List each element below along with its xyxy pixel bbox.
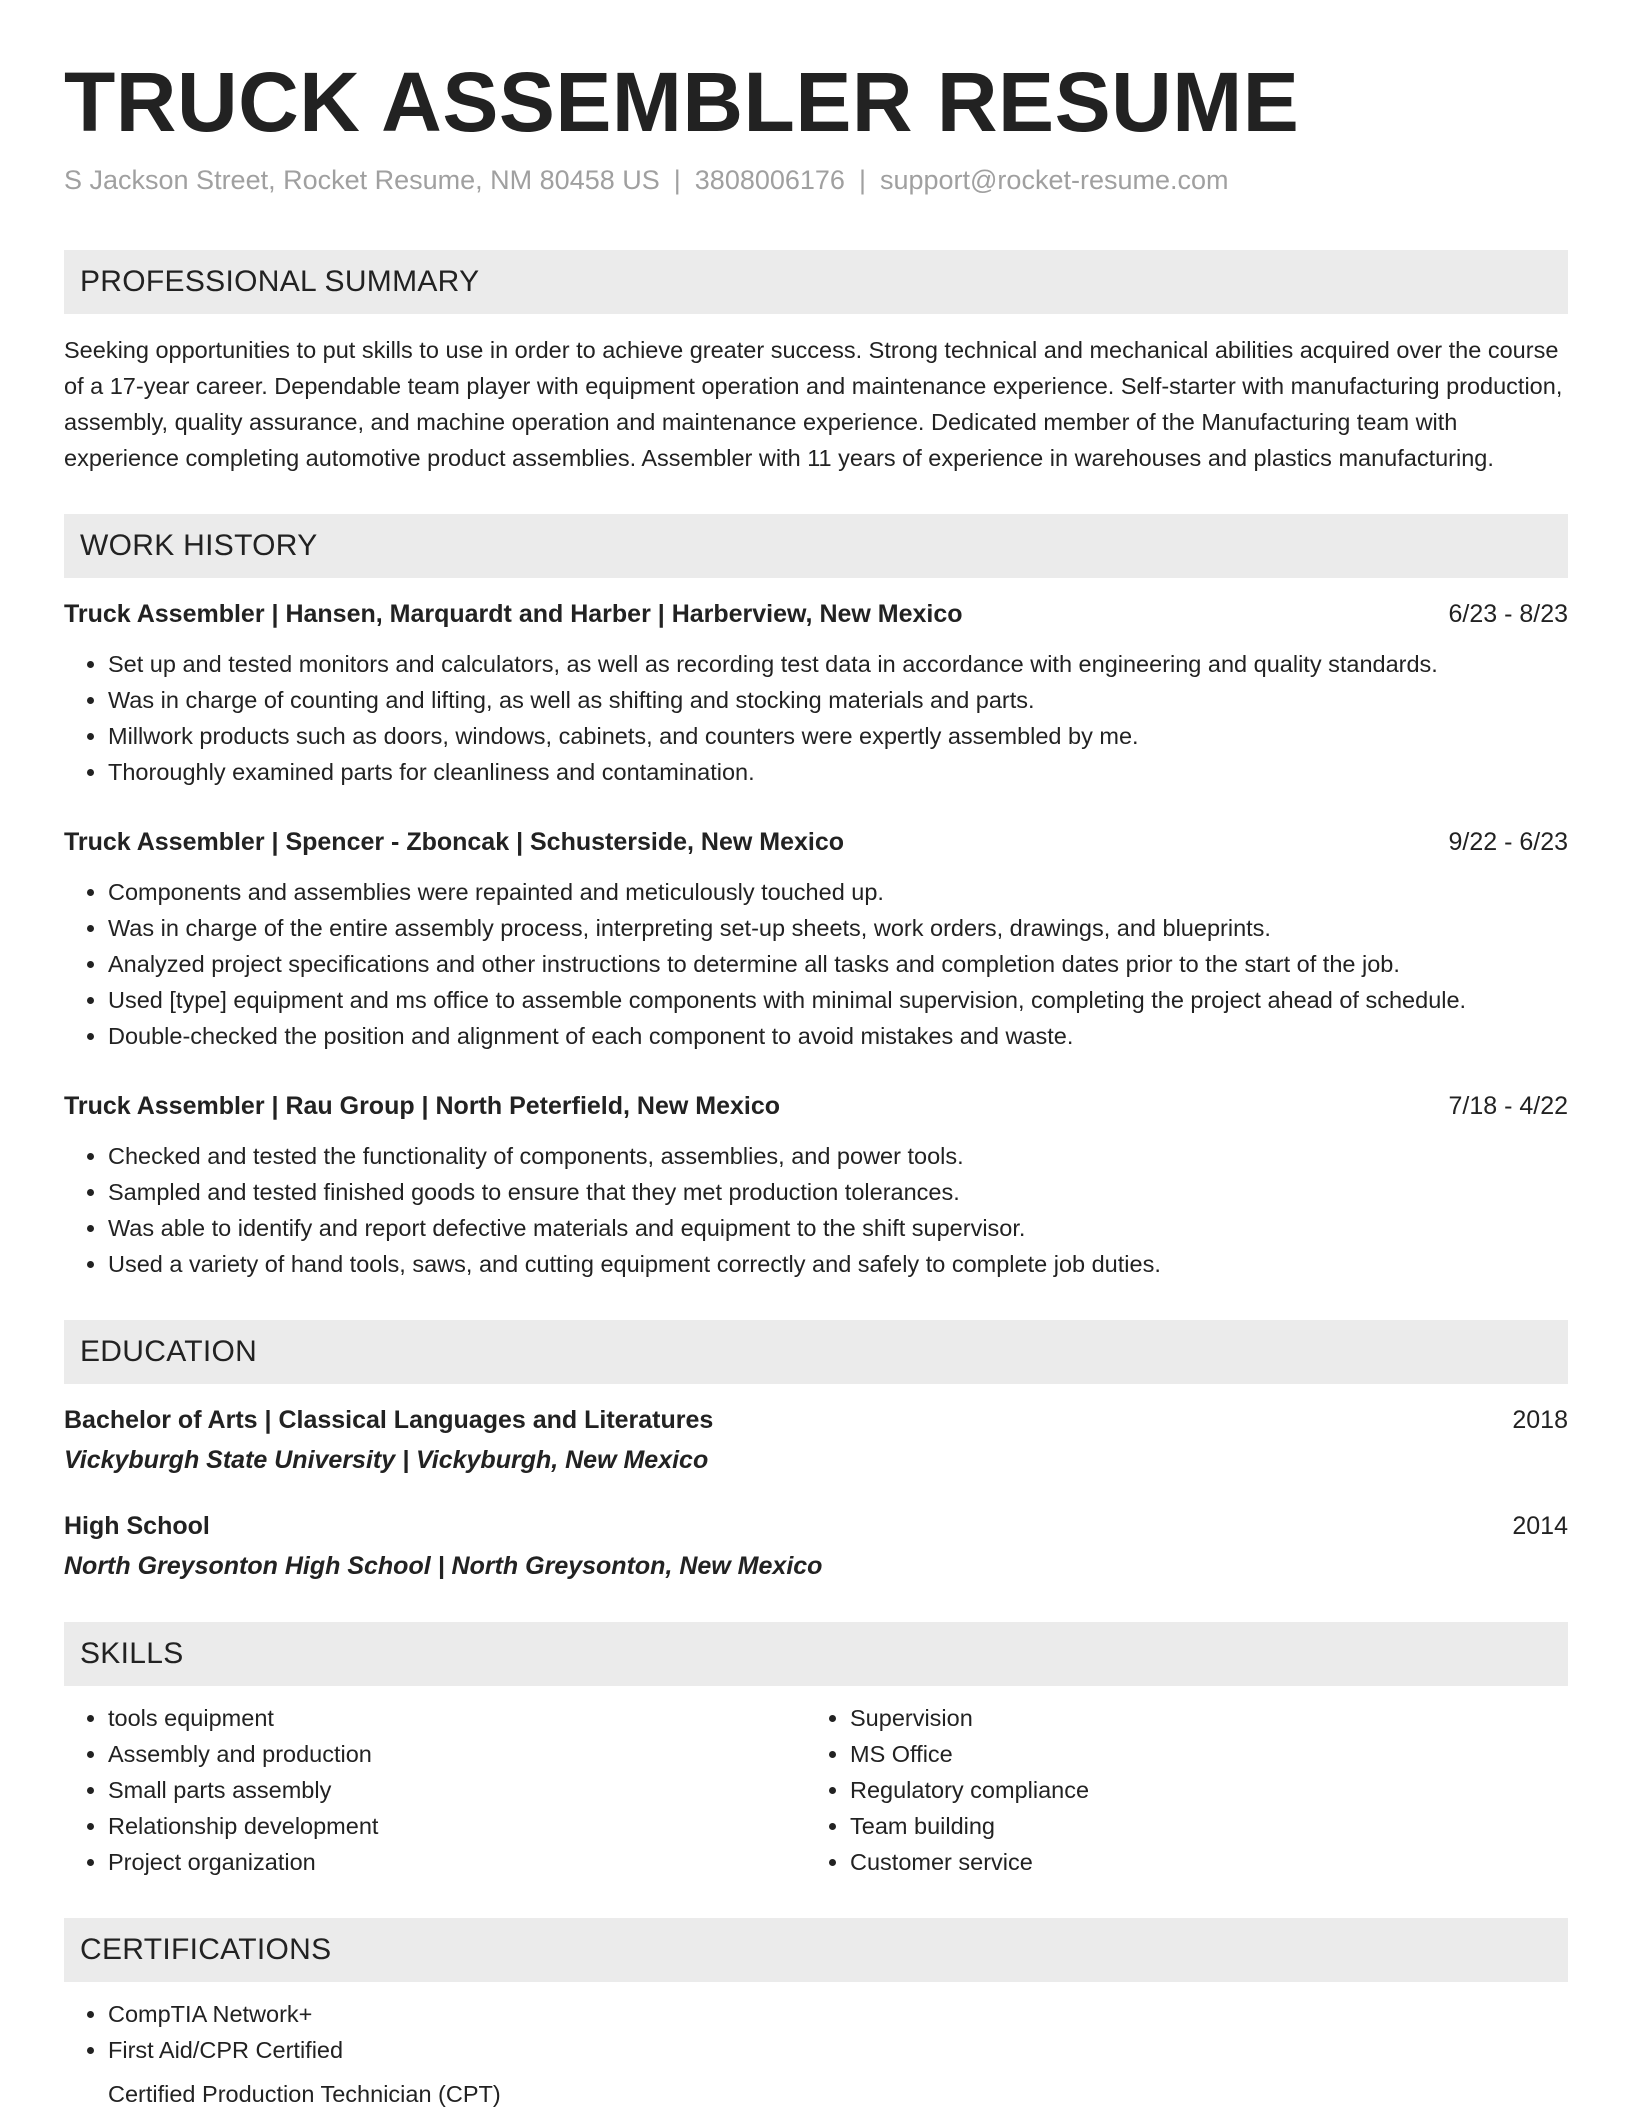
- education-header: [64, 1402, 1568, 1438]
- skill-item: • Regulatory compliance: [850, 1772, 1548, 1808]
- education-degree: High School: [64, 1512, 210, 1540]
- skill-item: • tools equipment: [108, 1700, 806, 1736]
- skills-left-column: [64, 1700, 806, 1880]
- education-entry: [64, 1402, 1568, 1478]
- job-entry: [64, 596, 1568, 790]
- education-degree: Bachelor of Arts | Classical Languages and Literatures: [64, 1406, 714, 1434]
- certification-item: • CompTIA Network+: [108, 1996, 1568, 2032]
- skill-item: • Team building: [850, 1808, 1548, 1844]
- job-bullet: • Thoroughly examined parts for cleanliness and contamination.: [108, 754, 1568, 790]
- job-dates: 6/23 - 8/23: [1448, 600, 1568, 628]
- job-entry: [64, 1088, 1568, 1282]
- contact-address: S Jackson Street, Rocket Resume, NM 80458 US: [64, 165, 660, 195]
- certification-item-partial: Certified Production Technician (CPT): [108, 2081, 501, 2107]
- job-title: Truck Assembler | Rau Group | North Peterfield, New Mexico: [64, 1092, 781, 1120]
- job-bullet: • Millwork products such as doors, windows, cabinets, and counters were expertly assembled by me.: [108, 718, 1568, 754]
- job-bullets: [64, 1138, 1568, 1282]
- job-dates: 9/22 - 6/23: [1448, 828, 1568, 856]
- job-bullet: • Was able to identify and report defective materials and equipment to the shift supervisor.: [108, 1210, 1568, 1246]
- contact-email: support@rocket-resume.com: [879, 165, 1229, 195]
- job-bullet: • Used [type] equipment and ms office to assemble components with minimal supervision, completing the project ahead of schedule.: [108, 982, 1568, 1018]
- job-bullet: • Components and assemblies were repainted and meticulously touched up.: [108, 874, 1568, 910]
- work-heading: WORK HISTORY: [80, 529, 318, 562]
- skill-item: • Assembly and production: [108, 1736, 806, 1772]
- contact-separator: |: [858, 165, 866, 195]
- skill-item: • Supervision: [850, 1700, 1548, 1736]
- job-title: Truck Assembler | Spencer - Zboncak | Schusterside, New Mexico: [64, 828, 845, 856]
- job-bullets: [64, 874, 1568, 1054]
- education-heading: EDUCATION: [80, 1335, 258, 1368]
- skills-grid: [64, 1700, 1568, 1880]
- certification-list: [64, 1996, 1568, 2068]
- skills-heading: SKILLS: [80, 1637, 184, 1670]
- job-bullet: • Checked and tested the functionality of components, assemblies, and power tools.: [108, 1138, 1568, 1174]
- skills-section-header: [64, 1622, 1568, 1686]
- certification-item: • First Aid/CPR Certified: [108, 2032, 1568, 2068]
- skills-right-column: [806, 1700, 1548, 1880]
- job-bullet: • Was in charge of counting and lifting, as well as shifting and stocking materials and parts.: [108, 682, 1568, 718]
- job-dates: 7/18 - 4/22: [1448, 1092, 1568, 1120]
- education-year: 2018: [1512, 1406, 1568, 1434]
- skill-item: • Customer service: [850, 1844, 1548, 1880]
- job-bullet: • Sampled and tested finished goods to ensure that they met production tolerances.: [108, 1174, 1568, 1210]
- education-school: Vickyburgh State University | Vickyburgh, New Mexico: [64, 1446, 709, 1474]
- job-header: [64, 824, 1568, 860]
- job-bullet: • Analyzed project specifications and other instructions to determine all tasks and completion dates prior to the start of the job.: [108, 946, 1568, 982]
- job-bullet: • Was in charge of the entire assembly process, interpreting set-up sheets, work orders, drawings, and blueprints.: [108, 910, 1568, 946]
- contact-separator: |: [673, 165, 681, 195]
- education-entry: [64, 1508, 1568, 1584]
- skill-item: • Project organization: [108, 1844, 806, 1880]
- skill-item: • Small parts assembly: [108, 1772, 806, 1808]
- job-bullet: • Set up and tested monitors and calculators, as well as recording test data in accordance with engineering and quality standards.: [108, 646, 1568, 682]
- certification-item-cut-off: [108, 2081, 568, 2112]
- job-bullets: [64, 646, 1568, 790]
- education-school: North Greysonton High School | North Greysonton, New Mexico: [64, 1552, 823, 1580]
- summary-section-header: [64, 250, 1568, 314]
- skill-item: • Relationship development: [108, 1808, 806, 1844]
- job-entry: [64, 824, 1568, 1054]
- job-header: [64, 596, 1568, 632]
- contact-phone: 3808006176: [694, 165, 845, 195]
- job-header: [64, 1088, 1568, 1124]
- education-section-header: [64, 1320, 1568, 1384]
- education-header: [64, 1508, 1568, 1544]
- certifications-section-header: [64, 1918, 1568, 1982]
- skill-item: • MS Office: [850, 1736, 1548, 1772]
- job-bullet: • Double-checked the position and alignment of each component to avoid mistakes and waste.: [108, 1018, 1568, 1054]
- education-year: 2014: [1512, 1512, 1568, 1540]
- summary-heading: PROFESSIONAL SUMMARY: [80, 265, 480, 298]
- work-section-header: [64, 514, 1568, 578]
- summary-text: Seeking opportunities to put skills to use in order to achieve greater success. Strong technical and mechanical abilities acquired over the course of a 17-year career. Dependable team player with equipment operation and maintenance experience. Self-starter with manufacturing production, assembly, quality assurance, and machine operation and maintenance experience. Dedicated member of the Manufacturing team with experience completing automotive product assemblies. Assembler with 11 years of experience in warehouses and plastics manufacturing.: [64, 337, 1563, 471]
- contact-line: [64, 162, 1568, 198]
- resume-title: TRUCK ASSEMBLER RESUME: [64, 55, 1300, 149]
- certifications-heading: CERTIFICATIONS: [80, 1933, 332, 1966]
- job-title: Truck Assembler | Hansen, Marquardt and Harber | Harberview, New Mexico: [64, 600, 963, 628]
- job-bullet: • Used a variety of hand tools, saws, and cutting equipment correctly and safely to complete job duties.: [108, 1246, 1568, 1282]
